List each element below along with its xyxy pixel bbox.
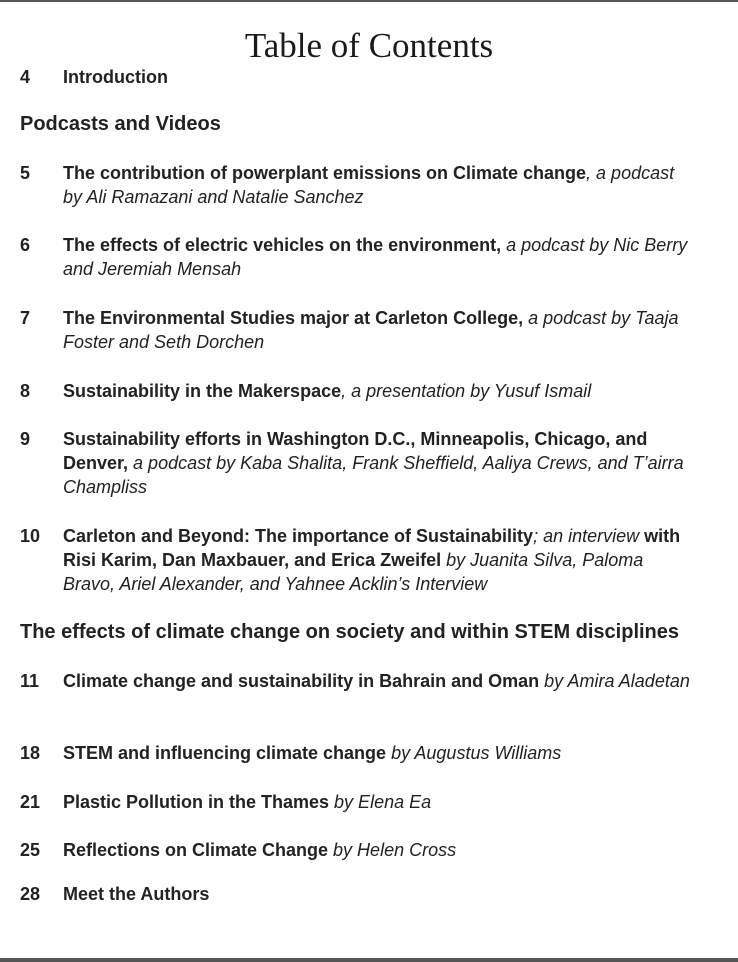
entry-title: Sustainability in the Makerspace (63, 381, 342, 401)
entry-title: Reflections on Climate Change (63, 840, 329, 860)
toc-entry[interactable] (20, 741, 710, 765)
section-heading-climate-stem: The effects of climate change on society and within STEM disciplines (20, 621, 680, 643)
page-number: 5 (20, 163, 31, 183)
toc-entry[interactable] (20, 790, 710, 814)
toc-entry[interactable] (20, 524, 710, 596)
entry-title: The contribution of powerplant emissions on Climate change (63, 163, 587, 183)
page-number: 28 (20, 884, 41, 904)
toc-entry[interactable] (20, 427, 710, 499)
entry-title: The Environmental Studies major at Carleton College, (63, 308, 524, 328)
toc-entry[interactable] (20, 669, 710, 693)
entry-title: Plastic Pollution in the Thames (63, 792, 330, 812)
entry-title: Introduction (63, 67, 168, 87)
entry-byline: , a presentation by Yusuf Ismail (341, 381, 592, 401)
page-number: 21 (20, 792, 41, 812)
toc-entry[interactable] (20, 379, 710, 403)
page-number: 4 (20, 67, 31, 87)
section-heading-podcasts: Podcasts and Videos (20, 113, 221, 135)
page-number: 9 (20, 429, 31, 449)
toc-entry-meet-the-authors[interactable] (20, 882, 710, 906)
page-number: 25 (20, 840, 41, 860)
entry-byline: by Juanita Silva, Paloma Bravo, Ariel Alexander, and Yahnee Acklin’s Interview (63, 550, 644, 594)
page-number: 11 (20, 671, 40, 691)
entry-title-continued: with Risi Karim, Dan Maxbauer, and Erica Zweifel (63, 526, 681, 570)
top-rule (0, 0, 738, 2)
entry-title: The effects of electric vehicles on the environment, (63, 235, 502, 255)
toc-entry[interactable] (20, 161, 710, 209)
entry-byline-connector: ; an interview (533, 526, 645, 546)
entry-title: Carleton and Beyond: The importance of Sustainability (63, 526, 534, 546)
page-number: 6 (20, 235, 31, 255)
page-title: Table of Contents (244, 26, 494, 65)
page-number: 10 (20, 526, 41, 546)
page-number: 18 (20, 743, 41, 763)
bottom-rule (0, 958, 738, 962)
entry-title: Climate change and sustainability in Bahrain and Oman (63, 671, 540, 691)
toc-entry[interactable] (20, 306, 710, 354)
entry-byline: a podcast by Kaba Shalita, Frank Sheffield, Aaliya Crews, and T’airra Champliss (63, 453, 684, 497)
entry-byline: , a podcast by Ali Ramazani and Natalie Sanchez (63, 163, 675, 207)
toc-entry[interactable] (20, 233, 710, 281)
entry-byline: by Amira Aladetan (539, 671, 690, 691)
entry-byline: by Helen Cross (328, 840, 457, 860)
entry-byline: a podcast by Nic Berry and Jeremiah Mensah (63, 235, 688, 279)
entry-title: Sustainability efforts in Washington D.C., Minneapolis, Chicago, and Denver, (63, 429, 648, 473)
entry-title: STEM and influencing climate change (63, 743, 387, 763)
entry-byline: by Augustus Williams (386, 743, 562, 763)
page-number: 8 (20, 381, 31, 401)
entry-byline: a podcast by Taaja Foster and Seth Dorchen (63, 308, 679, 352)
page-number: 7 (20, 308, 31, 328)
entry-byline: by Elena Ea (329, 792, 432, 812)
toc-entry-introduction[interactable] (20, 65, 710, 89)
toc-entry[interactable] (20, 838, 710, 862)
entry-title: Meet the Authors (63, 884, 210, 904)
